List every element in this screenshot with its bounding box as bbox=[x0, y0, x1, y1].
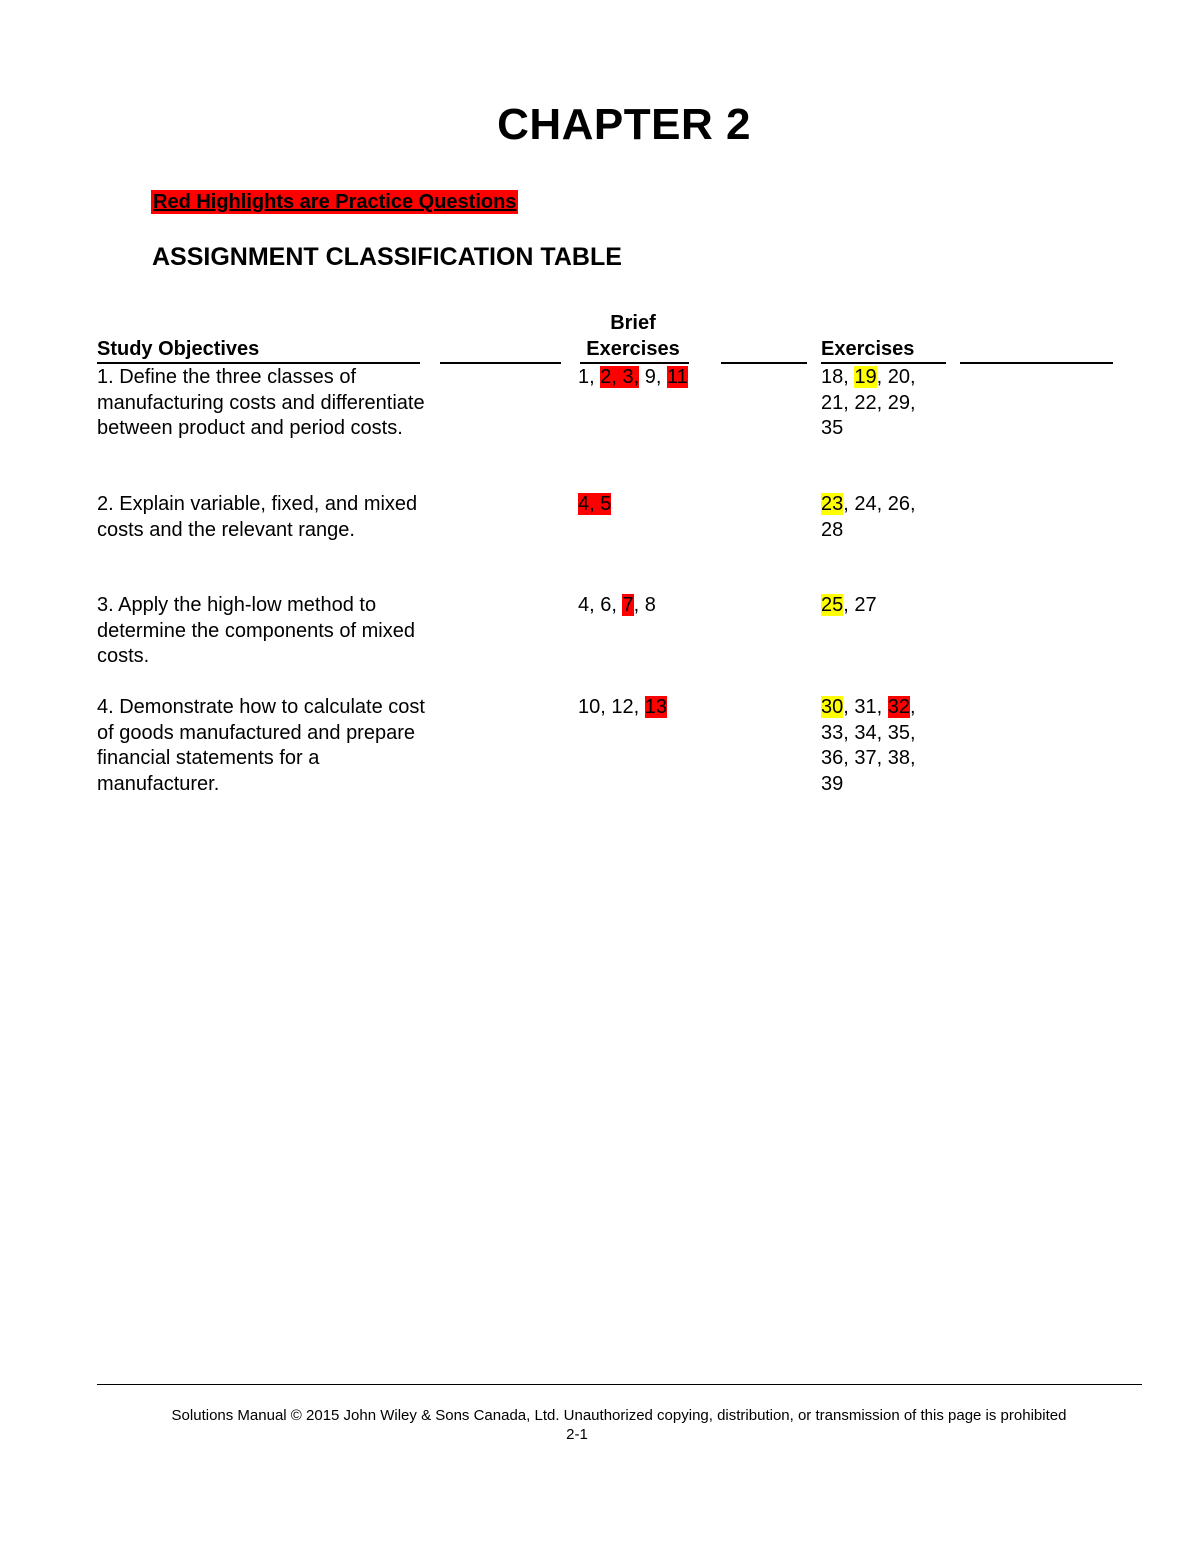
objective-1: 1. Define the three classes of manufacturing costs and differentiate between product and period costs. bbox=[97, 366, 425, 439]
yellow-highlight: 30 bbox=[821, 696, 844, 718]
header-brief: Brief bbox=[610, 312, 656, 334]
chapter-title: CHAPTER 2 bbox=[497, 100, 751, 149]
header-exercises: Exercises bbox=[821, 338, 915, 360]
exercise-numbers: , 33, 34, 35, 36, 37, 38, 39 bbox=[821, 696, 916, 795]
brief-exercises-1 bbox=[578, 365, 698, 391]
objective-2: 2. Explain variable, fixed, and mixed costs and the relevant range. bbox=[97, 493, 418, 541]
footer-copyright: Solutions Manual © 2015 John Wiley & Sons Canada, Ltd. Unauthorized copying, distribution, or transmission of this page is prohibited bbox=[171, 1407, 1067, 1424]
objective-3: 3. Apply the high-low method to determine the components of mixed costs. bbox=[97, 594, 415, 667]
exercises-4 bbox=[821, 695, 931, 797]
practice-highlight: 11 bbox=[666, 366, 688, 388]
header-rule-objectives bbox=[97, 362, 420, 364]
exercise-numbers: 4, 6, bbox=[578, 594, 623, 616]
yellow-highlight: 19 bbox=[854, 366, 877, 388]
practice-highlight: 32 bbox=[887, 696, 910, 718]
table-title: ASSIGNMENT CLASSIFICATION TABLE bbox=[152, 243, 622, 271]
exercise-numbers: , 27 bbox=[843, 594, 877, 616]
header-rule-blank-2 bbox=[721, 362, 807, 364]
page-number: 2-1 bbox=[566, 1426, 588, 1443]
practice-note: Red Highlights are Practice Questions bbox=[153, 191, 517, 213]
brief-exercises-4 bbox=[578, 695, 698, 721]
exercise-numbers: 9, bbox=[639, 366, 667, 388]
yellow-highlight: 23 bbox=[821, 493, 844, 515]
exercise-numbers: , 20, 21, 22, 29, 35 bbox=[821, 366, 916, 439]
practice-highlight: 2, 3, bbox=[600, 366, 640, 388]
exercise-numbers: , 24, 26, 28 bbox=[821, 493, 916, 541]
header-rule-exercises bbox=[821, 362, 946, 364]
yellow-highlight: 25 bbox=[821, 594, 844, 616]
exercise-numbers: , 8 bbox=[633, 594, 656, 616]
exercise-numbers: , 31, bbox=[843, 696, 888, 718]
objective-4: 4. Demonstrate how to calculate cost of goods manufactured and prepare financial statements for a manufacturer. bbox=[97, 696, 425, 795]
practice-highlight: 7 bbox=[622, 594, 634, 616]
exercise-numbers: 18, bbox=[821, 366, 855, 388]
exercises-2 bbox=[821, 492, 931, 543]
practice-highlight: 13 bbox=[644, 696, 667, 718]
exercise-numbers: 1, bbox=[578, 366, 601, 388]
exercise-numbers: 10, 12, bbox=[578, 696, 645, 718]
footer-rule bbox=[97, 1384, 1142, 1385]
brief-exercises-3 bbox=[578, 593, 698, 619]
header-rule-blank-3 bbox=[960, 362, 1113, 364]
header-brief-exercises: Exercises bbox=[586, 338, 680, 360]
header-rule-blank-1 bbox=[440, 362, 561, 364]
exercises-1 bbox=[821, 365, 931, 442]
brief-exercises-2 bbox=[578, 492, 698, 518]
exercises-3 bbox=[821, 593, 931, 619]
header-rule-brief bbox=[580, 362, 689, 364]
header-study-objectives: Study Objectives bbox=[97, 338, 260, 360]
practice-highlight: 4, 5 bbox=[578, 493, 612, 515]
